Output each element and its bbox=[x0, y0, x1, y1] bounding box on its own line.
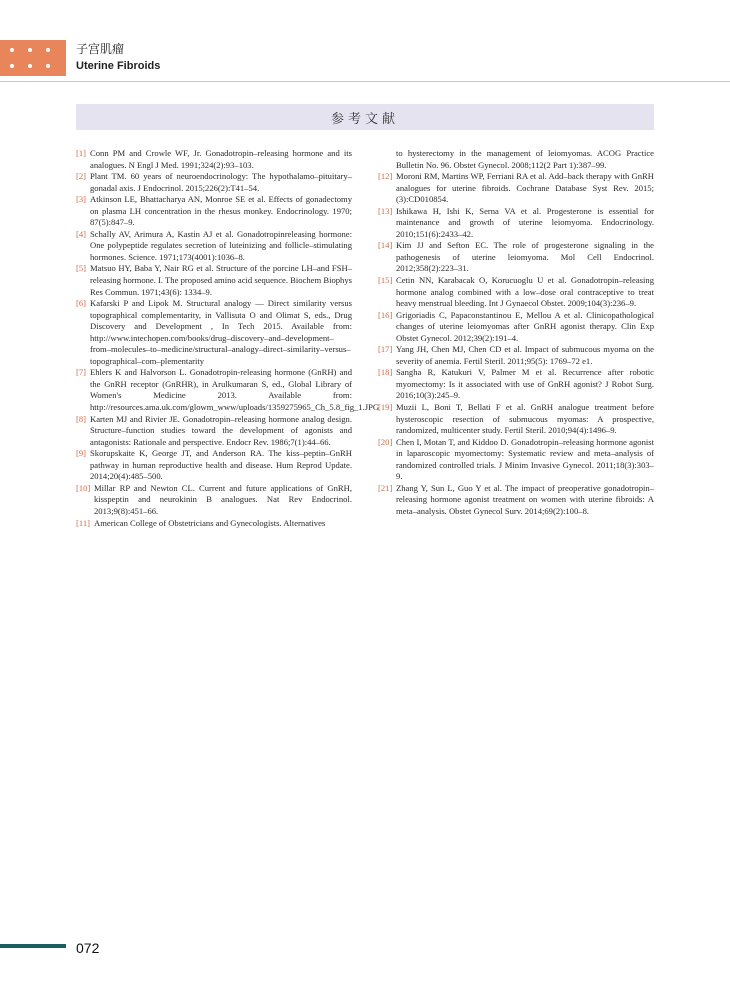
reference-text: Sangha R, Katukuri V, Palmer M et al. Recurrence after robotic myomectomy: Is it associated with use of GnRH agonist? J Robot Surg. 2016;10(3):245–9. bbox=[396, 367, 654, 401]
reference-text: Matsuo HY, Baba Y, Nair RG et al. Structure of the porcine LH–and FSH–releasing hormone. I. The proposed amino acid sequence. Biochem Biophys Res Commun. 1971;43(6): 1334–9. bbox=[90, 263, 352, 297]
header-title-chinese: 子宫肌瘤 bbox=[76, 42, 125, 56]
decor-dot bbox=[10, 64, 14, 68]
reference-item bbox=[76, 229, 352, 264]
reference-text: Atkinson LE, Bhattacharya AN, Monroe SE et al. Effects of gonadectomy on plasma LH concentration in the rhesus monkey. Endocrinology. 1970; 87(5):847–9. bbox=[90, 194, 352, 228]
reference-text: Cetin NN, Karabacak O, Korucuoglu U et al. Gonadotropin–releasing hormone analog combined with a low–dose oral contraceptive to treat heavy menstrual bleeding. Int J Gynaecol Obstet. 2009;104(3):236–9. bbox=[396, 275, 654, 309]
reference-item bbox=[76, 483, 352, 518]
reference-item bbox=[378, 310, 654, 345]
reference-number: [6] bbox=[76, 298, 87, 309]
reference-item bbox=[76, 298, 352, 367]
reference-item bbox=[378, 240, 654, 275]
reference-text: Kim JJ and Sefton EC. The role of progesterone signaling in the pathogenesis of uterine leiomyoma. Mol Cell Endocrinol. 2012;358(2):223–31. bbox=[396, 240, 654, 274]
reference-item bbox=[76, 263, 352, 298]
reference-number: [11] bbox=[76, 517, 90, 528]
decor-dot bbox=[46, 64, 50, 68]
section-title: 参考文献 bbox=[330, 111, 399, 127]
reference-text: Plant TM. 60 years of neuroendocrinology: The hypothalamo–pituitary–gonadal axis. J Endocrinol. 2015;226(2):T41–54. bbox=[90, 171, 352, 193]
references-right-column bbox=[378, 148, 654, 518]
footer-bar bbox=[0, 944, 66, 948]
reference-number: [16] bbox=[378, 309, 393, 320]
header-title-english: Uterine Fibroids bbox=[76, 60, 161, 72]
reference-item bbox=[76, 414, 352, 449]
decor-dot bbox=[10, 48, 14, 52]
reference-item bbox=[378, 402, 654, 437]
reference-number: [17] bbox=[378, 344, 393, 355]
reference-text: Millar RP and Newton CL. Current and future applications of GnRH, kisspeptin and neurokinin B analogues. Nat Rev Endocrinol. 2013;9(8):451–66. bbox=[94, 482, 352, 516]
reference-number: [13] bbox=[378, 205, 393, 216]
reference-text: Karten MJ and Rivier JE. Gonadotropin–releasing hormone analog design. Structure–function studies toward the development of agonists and antagonists: Rationale and perspective. Endocr Rev. 1986;7(1):44–66. bbox=[90, 413, 352, 447]
header-divider bbox=[0, 81, 730, 82]
reference-text: Chen I, Motan T, and Kiddoo D. Gonadotropin–releasing hormone agonist in laparoscopic myomectomy: Systematic review and meta–analysis of randomized controlled trials. J Minim Invasive Gynecol. 2011;18(3):303–9. bbox=[396, 436, 654, 482]
reference-continuation: to hysterectomy in the management of leiomyomas. ACOG Practice Bulletin No. 96. Obstet Gynecol. 2008;112(2 Part 1):387–99. bbox=[396, 148, 654, 170]
reference-item bbox=[76, 194, 352, 229]
reference-item bbox=[378, 275, 654, 310]
decor-dot bbox=[28, 48, 32, 52]
reference-item bbox=[378, 206, 654, 241]
decor-dot bbox=[28, 64, 32, 68]
reference-number: [19] bbox=[378, 402, 393, 413]
references-left-column bbox=[76, 148, 380, 529]
reference-text: Muzii L, Boni T, Bellati F et al. GnRH analogue treatment before hysteroscopic resection of submucous myomas: A prospective, randomized, multicenter study. Fertil Steril. 2010;94(4):1496–9. bbox=[396, 402, 654, 436]
reference-number: [8] bbox=[76, 413, 87, 424]
reference-number: [20] bbox=[378, 436, 393, 447]
reference-number: [14] bbox=[378, 240, 393, 251]
reference-text: American College of Obstetricians and Gynecologists. Alternatives bbox=[94, 517, 326, 528]
reference-number: [9] bbox=[76, 448, 87, 459]
reference-number: [10] bbox=[76, 482, 91, 493]
reference-item bbox=[378, 483, 654, 518]
reference-item bbox=[76, 518, 352, 530]
reference-text: Moroni RM, Martins WP, Ferriani RA et al. Add–back therapy with GnRH analogues for uterine fibroids. Cochrane Database Syst Rev. 2015;(3):CD010854. bbox=[396, 171, 654, 205]
reference-text: Grigoriadis C, Papaconstantinou E, Mellou A et al. Clinicopathological changes of uterine leiomyomas after GnRH agonist therapy. Clin Exp Obstet Gynecol. 2012;39(2):191–4. bbox=[396, 309, 654, 343]
reference-item bbox=[76, 171, 352, 194]
reference-item bbox=[378, 367, 654, 402]
reference-text: Schally AV, Arimura A, Kastin AJ et al. Gonadotropinreleasing hormone: One polypeptide regulates secretion of luteinizing and follicle–stimulating hormones. Science. 1971;173(4001):1036–8. bbox=[90, 228, 352, 262]
reference-number: [15] bbox=[378, 275, 393, 286]
decor-dot bbox=[46, 48, 50, 52]
section-title-bar bbox=[76, 104, 654, 130]
reference-number: [2] bbox=[76, 171, 87, 182]
reference-text: Yang JH, Chen MJ, Chen CD et al. Impact of submucous myoma on the severity of anemia. Fertil Steril. 2011;95(5): 1769–72 e1. bbox=[396, 344, 654, 366]
reference-text: Ishikawa H, Ishi K, Serna VA et al. Progesterone is essential for maintenance and growth of uterine leiomyoma. Endocrinology. 2010;151(6):2433–42. bbox=[396, 205, 654, 239]
reference-number: [18] bbox=[378, 367, 393, 378]
reference-number: [21] bbox=[378, 482, 393, 493]
reference-item bbox=[76, 148, 352, 171]
reference-number: [3] bbox=[76, 194, 87, 205]
reference-number: [12] bbox=[378, 171, 393, 182]
reference-number: [5] bbox=[76, 263, 87, 274]
reference-item bbox=[378, 437, 654, 483]
reference-text: Kafarski P and Lipok M. Structural analogy — Direct similarity versus topographical complementarity, in Vallisuta O and Olimat S, eds., Drug Discovery and Development , In Tech 2015. Available from: http://www.intechopen.com/books/drug–discovery–and–development–from–molecules–to–medicine/structural–analogy–direct–similarity–versus–topographical–com–plementarity bbox=[90, 298, 352, 366]
reference-item bbox=[76, 367, 380, 413]
reference-number: [4] bbox=[76, 228, 87, 239]
reference-text: Skorupskaite K, George JT, and Anderson RA. The kiss–peptin–GnRH pathway in human reproductive health and disease. Hum Reprod Update. 2014;20(4):485–500. bbox=[90, 448, 352, 482]
reference-item bbox=[76, 448, 352, 483]
reference-text: Ehlers K and Halvorson L. Gonadotropin-releasing hormone (GnRH) and the GnRH receptor (GnRHR), in Arulkumaran S, ed., Global Library of Women's Medicine 2013. Available from: http://resources.ama.uk.com/glowm_www/uploads/1359275965_Ch_5.8_fig_1.JPG bbox=[90, 367, 380, 413]
header-corner-block bbox=[0, 40, 66, 76]
page-number: 072 bbox=[76, 940, 100, 956]
reference-number: [1] bbox=[76, 148, 87, 158]
reference-item bbox=[378, 344, 654, 367]
reference-number: [7] bbox=[76, 367, 87, 378]
reference-text: Conn PM and Crowle WF, Jr. Gonadotropin–releasing hormone and its analogues. N Engl J Med. 1991;324(2):93–103. bbox=[90, 148, 352, 170]
reference-item bbox=[378, 171, 654, 206]
reference-text: Zhang Y, Sun L, Guo Y et al. The impact of preoperative gonadotropin–releasing hormone agonist treatment on women with uterine fibroids: A meta–analysis. Obstet Gynecol Surv. 2014;69(2):100–8. bbox=[396, 482, 654, 516]
